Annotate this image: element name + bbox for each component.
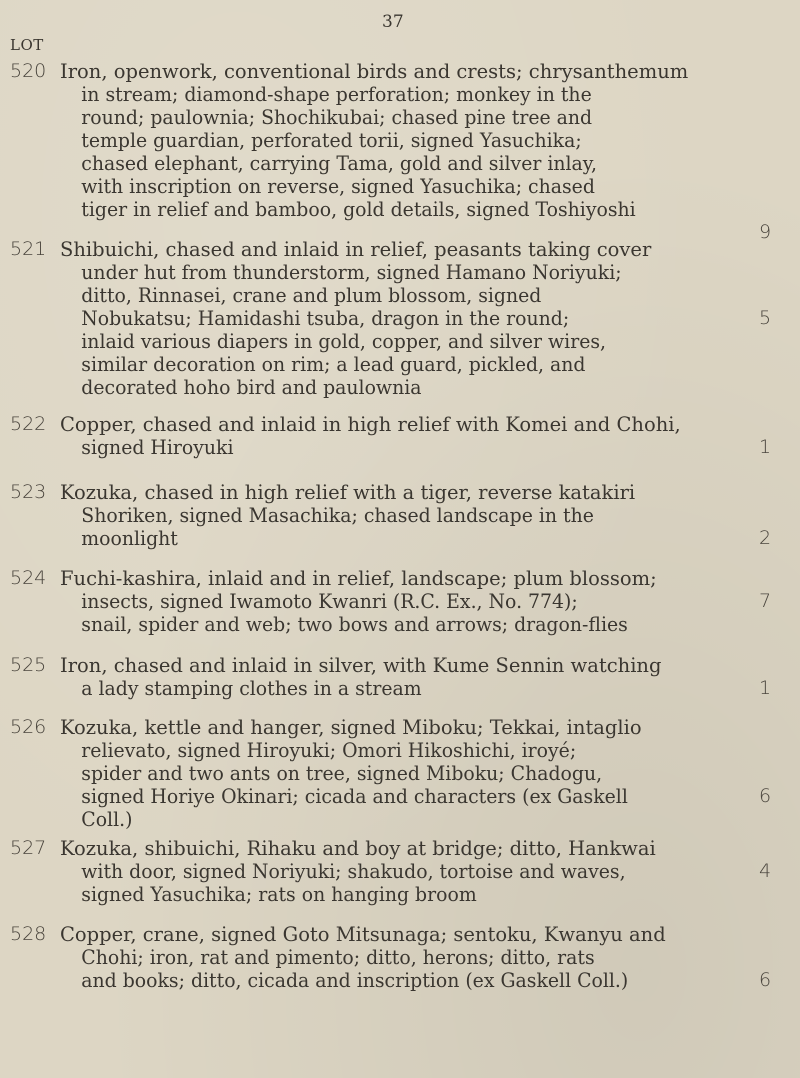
lot-column-header: LOT	[10, 36, 44, 54]
description-line: Shibuichi, chased and inlaid in relief, peasants taking cover	[60, 238, 652, 261]
description-line: with inscription on reverse, signed Yasuchika; chased	[81, 175, 595, 198]
lot-price: 6	[759, 969, 772, 991]
description-line: decorated hoho bird and paulownia	[81, 376, 422, 399]
description-line: round; paulownia; Shochikubai; chased pine tree and	[81, 106, 593, 129]
description-line: Nobukatsu; Hamidashi tsuba, dragon in the round;	[81, 307, 570, 330]
description-line: tiger in relief and bamboo, gold details, signed Toshiyoshi	[81, 198, 636, 221]
lot-price: 5	[759, 307, 772, 329]
description-line: Fuchi-kashira, inlaid and in relief, landscape; plum blossom;	[60, 567, 657, 590]
description-line: Iron, chased and inlaid in silver, with Kume Sennin watching	[60, 654, 662, 677]
description-line: Iron, openwork, conventional birds and crests; chrysanthemum	[60, 60, 689, 83]
lot-price: 2	[759, 527, 772, 549]
description-line: signed Yasuchika; rats on hanging broom	[81, 883, 477, 906]
lot-price: 4	[759, 860, 772, 882]
lot-number: 521	[10, 238, 47, 260]
description-line: similar decoration on rim; a lead guard, pickled, and	[81, 353, 586, 376]
lot-number: 523	[10, 481, 47, 503]
description-line: ditto, Rinnasei, crane and plum blossom, signed	[81, 284, 542, 307]
lot-description	[60, 60, 730, 221]
description-line: spider and two ants on tree, signed Miboku; Chadogu,	[81, 762, 603, 785]
lot-description	[60, 716, 730, 831]
lot-price: 9	[759, 221, 772, 243]
description-line: with door, signed Noriyuki; shakudo, tortoise and waves,	[81, 860, 626, 883]
description-line: inlaid various diapers in gold, copper, and silver wires,	[81, 330, 607, 353]
description-line: relievato, signed Hiroyuki; Omori Hikoshichi, iroyé;	[81, 739, 577, 762]
lot-number: 520	[10, 60, 47, 82]
description-line: Kozuka, kettle and hanger, signed Miboku; Tekkai, intaglio	[60, 716, 642, 739]
lot-description	[60, 567, 730, 636]
lot-description	[60, 654, 730, 700]
description-line: Kozuka, chased in high relief with a tiger, reverse katakiri	[60, 481, 636, 504]
lot-description	[60, 837, 730, 906]
lot-number: 525	[10, 654, 47, 676]
description-line: Copper, crane, signed Goto Mitsunaga; sentoku, Kwanyu and	[60, 923, 666, 946]
description-line: Kozuka, shibuichi, Rihaku and boy at bridge; ditto, Hankwai	[60, 837, 656, 860]
description-line: signed Hiroyuki	[81, 436, 234, 459]
description-line: temple guardian, perforated torii, signed Yasuchika;	[81, 129, 582, 152]
lot-number: 528	[10, 923, 47, 945]
description-line: Chohi; iron, rat and pimento; ditto, herons; ditto, rats	[81, 946, 595, 969]
lot-number: 526	[10, 716, 47, 738]
description-line: insects, signed Iwamoto Kwanri (R.C. Ex., No. 774);	[81, 590, 578, 613]
lot-description	[60, 481, 730, 550]
lot-number: 522	[10, 413, 47, 435]
description-line: Copper, chased and inlaid in high relief with Komei and Chohi,	[60, 413, 681, 436]
description-line: moonlight	[81, 527, 178, 550]
description-line: Coll.)	[81, 808, 133, 831]
page-number: 37	[382, 12, 404, 32]
description-line: a lady stamping clothes in a stream	[81, 677, 422, 700]
lot-price: 7	[759, 590, 772, 612]
description-line: snail, spider and web; two bows and arrows; dragon-flies	[81, 613, 628, 636]
description-line: under hut from thunderstorm, signed Hamano Noriyuki;	[81, 261, 622, 284]
description-line: chased elephant, carrying Tama, gold and silver inlay,	[81, 152, 597, 175]
description-line: Shoriken, signed Masachika; chased landscape in the	[81, 504, 594, 527]
lot-description	[60, 413, 730, 459]
lot-description	[60, 923, 730, 992]
lot-number: 524	[10, 567, 47, 589]
lot-price: 1	[759, 436, 772, 458]
lot-number: 527	[10, 837, 47, 859]
description-line: in stream; diamond-shape perforation; monkey in the	[81, 83, 592, 106]
description-line: signed Horiye Okinari; cicada and characters (ex Gaskell	[81, 785, 628, 808]
lot-price: 1	[759, 677, 772, 699]
description-line: and books; ditto, cicada and inscription (ex Gaskell Coll.)	[81, 969, 629, 992]
lot-description	[60, 238, 730, 399]
lot-price: 6	[759, 785, 772, 807]
